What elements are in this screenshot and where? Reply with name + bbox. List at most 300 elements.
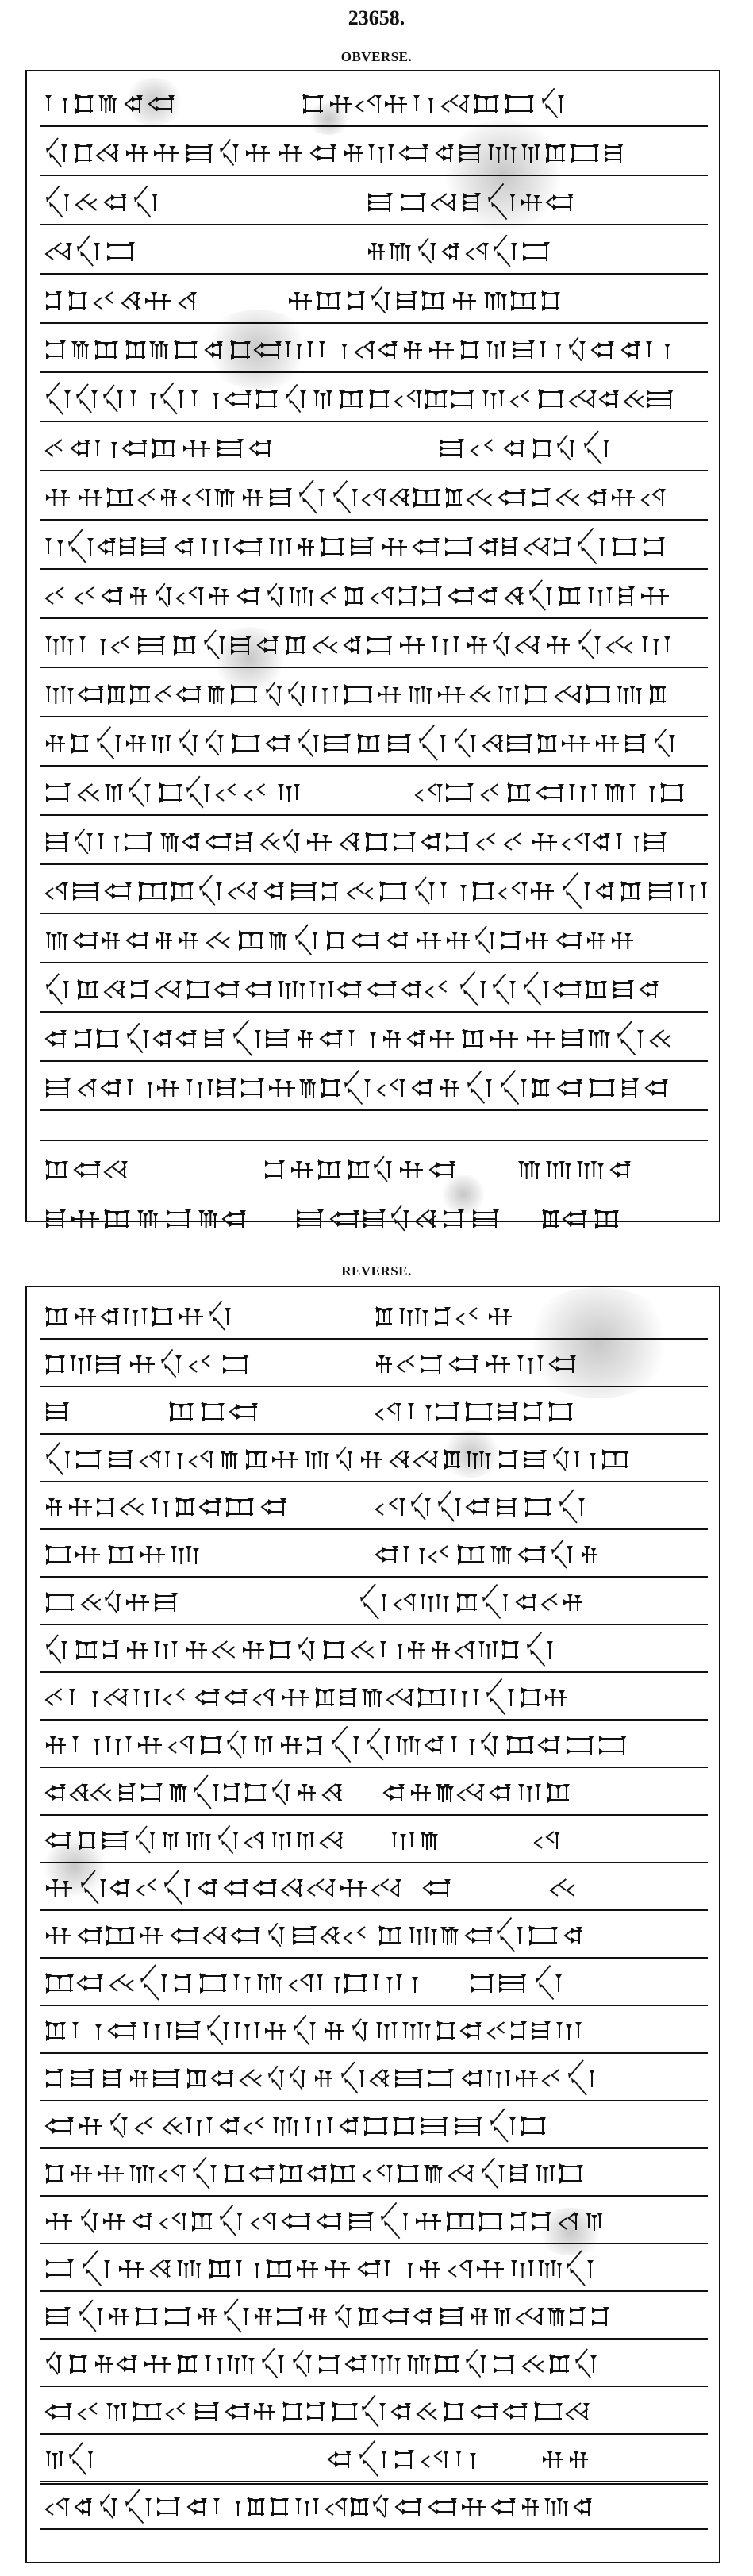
cuneiform-sign bbox=[69, 2443, 94, 2475]
cuneiform-sign bbox=[298, 1637, 315, 1661]
cuneiform-sign bbox=[417, 2403, 436, 2420]
cuneiform-sign bbox=[612, 536, 637, 557]
cuneiform-sign bbox=[429, 1546, 448, 1563]
cuneiform-sign bbox=[255, 2308, 272, 2325]
cuneiform-sign bbox=[617, 1021, 644, 1055]
cuneiform-sign bbox=[420, 1594, 449, 1612]
text-line bbox=[27, 2105, 719, 2147]
cuneiform-sign bbox=[110, 2113, 128, 2138]
cuneiform-sign bbox=[498, 686, 520, 704]
cuneiform-sign bbox=[376, 2022, 398, 2040]
cuneiform-sign bbox=[471, 440, 493, 456]
cuneiform-sign bbox=[72, 2022, 102, 2040]
cuneiform-sign bbox=[532, 1078, 550, 1098]
cuneiform-sign bbox=[569, 784, 597, 802]
cuneiform-sign bbox=[223, 1355, 249, 1374]
cuneiform-sign bbox=[129, 684, 151, 705]
cuneiform-sign bbox=[169, 1784, 187, 1802]
line-ruling bbox=[40, 2386, 708, 2387]
cuneiform-sign bbox=[363, 2116, 388, 2136]
line-ruling bbox=[40, 273, 708, 275]
cuneiform-sign bbox=[106, 882, 132, 900]
cuneiform-sign bbox=[232, 733, 260, 754]
cuneiform-sign bbox=[678, 882, 707, 901]
cuneiform-sign bbox=[107, 242, 135, 261]
cuneiform-sign bbox=[359, 2260, 381, 2278]
cuneiform-sign bbox=[461, 2022, 482, 2040]
cuneiform-sign bbox=[217, 784, 236, 801]
cuneiform-sign bbox=[122, 292, 140, 310]
cuneiform-sign bbox=[126, 735, 146, 752]
cuneiform-line-drawing bbox=[27, 1533, 719, 1576]
cuneiform-sign bbox=[224, 2163, 244, 2184]
line-ruling bbox=[40, 470, 708, 471]
cuneiform-sign bbox=[282, 1879, 303, 1897]
cuneiform-sign bbox=[186, 1641, 207, 1659]
cuneiform-sign bbox=[373, 1974, 393, 1993]
cuneiform-sign bbox=[199, 1879, 217, 1897]
line-ruling bbox=[40, 2100, 708, 2101]
cuneiform-sign bbox=[190, 1451, 214, 1468]
cuneiform-sign bbox=[482, 2158, 505, 2188]
cuneiform-sign bbox=[445, 537, 473, 556]
cuneiform-sign bbox=[317, 2213, 342, 2230]
cuneiform-sign bbox=[524, 1402, 543, 1421]
cuneiform-sign bbox=[141, 1783, 163, 1802]
cuneiform-sign bbox=[156, 981, 182, 998]
cuneiform-sign bbox=[413, 538, 440, 556]
cuneiform-sign bbox=[46, 383, 71, 415]
cuneiform-sign bbox=[217, 1078, 236, 1098]
cuneiform-sign bbox=[450, 1355, 478, 1373]
cuneiform-line-drawing bbox=[27, 2200, 719, 2243]
cuneiform-sign bbox=[271, 1832, 292, 1850]
cuneiform-sign bbox=[519, 1546, 546, 1563]
cuneiform-sign bbox=[224, 1783, 240, 1802]
cuneiform-sign bbox=[254, 1879, 277, 1897]
line-ruling bbox=[40, 1140, 708, 1141]
cuneiform-sign bbox=[298, 1030, 313, 1048]
cuneiform-sign bbox=[501, 931, 521, 950]
cuneiform-sign bbox=[600, 390, 619, 408]
cuneiform-line-drawing bbox=[27, 329, 719, 371]
cuneiform-sign bbox=[155, 1593, 178, 1612]
cuneiform-sign bbox=[536, 2165, 555, 2183]
cuneiform-sign bbox=[398, 1355, 414, 1372]
cuneiform-sign bbox=[136, 2117, 152, 2134]
cuneiform-sign bbox=[323, 1640, 345, 1660]
cuneiform-sign bbox=[179, 730, 198, 756]
cuneiform-sign bbox=[562, 735, 590, 752]
cuneiform-sign bbox=[130, 1355, 155, 1373]
cuneiform-sign bbox=[45, 686, 74, 704]
cuneiform-line-drawing bbox=[27, 1195, 719, 1243]
cuneiform-sign bbox=[449, 587, 474, 605]
cuneiform-sign bbox=[68, 529, 94, 563]
cuneiform-sign bbox=[71, 1210, 99, 1228]
cuneiform-sign bbox=[79, 784, 99, 801]
cuneiform-sign bbox=[282, 1689, 309, 1706]
cuneiform-sign bbox=[624, 390, 644, 407]
cuneiform-sign bbox=[349, 2212, 374, 2231]
cuneiform-sign bbox=[286, 384, 306, 412]
cuneiform-sign bbox=[356, 95, 382, 113]
cuneiform-sign bbox=[414, 2308, 432, 2325]
line-ruling bbox=[40, 2481, 708, 2485]
cuneiform-sign bbox=[360, 1584, 387, 1619]
cuneiform-sign bbox=[381, 2202, 409, 2238]
cuneiform-sign bbox=[422, 833, 441, 851]
cuneiform-sign bbox=[384, 1784, 405, 1801]
cuneiform-sign bbox=[309, 2308, 327, 2325]
cuneiform-sign bbox=[371, 2070, 389, 2087]
text-line bbox=[27, 1676, 719, 1719]
cuneiform-sign bbox=[432, 1641, 450, 1659]
cuneiform-line-drawing bbox=[27, 919, 719, 962]
cuneiform-sign bbox=[143, 2022, 172, 2040]
cuneiform-sign bbox=[46, 1635, 67, 1663]
cuneiform-sign bbox=[539, 1736, 560, 1754]
cuneiform-sign bbox=[206, 730, 224, 755]
text-line bbox=[27, 2009, 719, 2052]
cuneiform-sign bbox=[241, 1078, 264, 1098]
cuneiform-sign bbox=[346, 2355, 367, 2373]
line-ruling bbox=[40, 716, 708, 717]
cuneiform-sign bbox=[605, 784, 625, 802]
cuneiform-sign bbox=[382, 538, 407, 556]
cuneiform-sign bbox=[125, 832, 152, 852]
cuneiform-line-drawing bbox=[27, 575, 719, 617]
cuneiform-sign bbox=[507, 734, 532, 753]
cuneiform-sign bbox=[331, 1210, 359, 1228]
cuneiform-sign bbox=[478, 2211, 503, 2232]
cuneiform-sign bbox=[209, 2259, 231, 2279]
cuneiform-sign bbox=[265, 882, 284, 900]
cuneiform-sign bbox=[588, 489, 607, 506]
text-line bbox=[27, 624, 719, 667]
cuneiform-sign bbox=[309, 981, 334, 999]
cuneiform-sign bbox=[365, 832, 388, 852]
cuneiform-sign bbox=[481, 1732, 498, 1757]
cuneiform-sign bbox=[556, 2022, 582, 2040]
cuneiform-sign bbox=[98, 538, 116, 556]
cuneiform-line-drawing bbox=[27, 1628, 719, 1671]
cuneiform-sign bbox=[436, 1402, 459, 1421]
cuneiform-sign bbox=[428, 2069, 454, 2088]
cuneiform-sign bbox=[396, 1736, 421, 1755]
cuneiform-sign bbox=[554, 537, 571, 556]
text-line bbox=[27, 2247, 719, 2290]
cuneiform-sign bbox=[167, 1209, 191, 1228]
cuneiform-line-drawing bbox=[27, 1146, 719, 1194]
cuneiform-sign bbox=[201, 538, 230, 556]
cuneiform-sign bbox=[368, 981, 397, 998]
cuneiform-sign bbox=[291, 1161, 313, 1178]
cuneiform-sign bbox=[344, 586, 364, 606]
cuneiform-sign bbox=[524, 1450, 547, 1469]
cuneiform-sign bbox=[501, 1071, 527, 1105]
cuneiform-sign bbox=[220, 140, 239, 166]
cuneiform-sign bbox=[194, 1775, 219, 1809]
cuneiform-sign bbox=[396, 1974, 418, 1993]
cuneiform-sign bbox=[161, 489, 177, 506]
cuneiform-sign bbox=[460, 340, 479, 360]
cuneiform-sign bbox=[111, 1879, 130, 1897]
cuneiform-sign bbox=[209, 587, 229, 605]
reverse-heading: REVERSE. bbox=[341, 1263, 412, 1278]
cuneiform-sign bbox=[569, 337, 586, 361]
cuneiform-sign bbox=[106, 1925, 135, 1946]
cuneiform-sign bbox=[131, 980, 149, 999]
cuneiform-sign bbox=[177, 587, 204, 605]
cuneiform-sign bbox=[130, 2070, 148, 2087]
cuneiform-sign bbox=[394, 832, 416, 852]
cuneiform-sign bbox=[490, 2109, 516, 2142]
cuneiform-sign bbox=[570, 2307, 586, 2326]
cuneiform-sign bbox=[436, 1784, 454, 1802]
cuneiform-sign bbox=[46, 1689, 62, 1705]
cuneiform-sign bbox=[387, 1689, 414, 1706]
cuneiform-sign bbox=[524, 538, 551, 556]
cuneiform-sign bbox=[103, 2213, 125, 2230]
cuneiform-sign bbox=[640, 981, 659, 998]
cuneiform-sign bbox=[71, 733, 89, 754]
text-line bbox=[27, 1438, 719, 1481]
cuneiform-sign bbox=[330, 2163, 355, 2184]
cuneiform-sign bbox=[421, 2117, 448, 2136]
cuneiform-sign bbox=[283, 829, 300, 853]
cuneiform-sign bbox=[373, 2495, 389, 2517]
cuneiform-sign bbox=[341, 2062, 365, 2093]
cuneiform-sign bbox=[642, 489, 666, 506]
cuneiform-sign bbox=[425, 1736, 444, 1754]
cuneiform-sign bbox=[145, 292, 171, 310]
cuneiform-line-drawing bbox=[27, 722, 719, 765]
line-ruling bbox=[40, 1433, 708, 1435]
cuneiform-sign bbox=[375, 1306, 393, 1327]
cuneiform-sign bbox=[307, 833, 332, 851]
cuneiform-sign bbox=[537, 784, 564, 802]
cuneiform-sign bbox=[46, 2307, 71, 2326]
cuneiform-sign bbox=[570, 390, 597, 408]
cuneiform-sign bbox=[619, 586, 635, 606]
line-ruling bbox=[40, 1862, 708, 1863]
cuneiform-sign bbox=[517, 1594, 537, 1611]
text-line bbox=[27, 1195, 719, 1243]
cuneiform-sign bbox=[440, 1927, 459, 1945]
cuneiform-sign bbox=[119, 2260, 144, 2278]
cuneiform-sign bbox=[102, 1308, 119, 1325]
cuneiform-sign bbox=[362, 1689, 382, 1707]
line-ruling bbox=[40, 962, 708, 963]
cuneiform-sign bbox=[102, 587, 123, 605]
cuneiform-sign bbox=[363, 1209, 386, 1228]
cuneiform-sign bbox=[540, 341, 562, 359]
cuneiform-sign bbox=[45, 2451, 64, 2469]
cuneiform-sign bbox=[516, 636, 540, 654]
cuneiform-sign bbox=[420, 1832, 438, 1850]
damaged-surface bbox=[43, 1835, 106, 1898]
cuneiform-sign bbox=[494, 2308, 511, 2326]
cuneiform-sign bbox=[195, 2402, 219, 2421]
cuneiform-sign bbox=[486, 341, 506, 359]
cuneiform-sign bbox=[75, 94, 94, 114]
cuneiform-sign bbox=[141, 537, 167, 556]
cuneiform-sign bbox=[510, 2164, 528, 2183]
cuneiform-sign bbox=[268, 2066, 285, 2090]
cuneiform-sign bbox=[416, 2213, 441, 2230]
cuneiform-sign bbox=[297, 2260, 318, 2278]
cuneiform-sign bbox=[429, 2498, 457, 2516]
cuneiform-sign bbox=[651, 1030, 670, 1047]
cuneiform-sign bbox=[486, 1355, 510, 1373]
cuneiform-sign bbox=[336, 1447, 353, 1471]
line-ruling bbox=[40, 667, 708, 668]
cuneiform-sign bbox=[559, 2163, 583, 2184]
cuneiform-sign bbox=[183, 440, 210, 457]
cuneiform-sign bbox=[106, 487, 133, 508]
cuneiform-sign bbox=[392, 2403, 411, 2420]
cuneiform-sign bbox=[164, 1689, 184, 1705]
cuneiform-sign bbox=[321, 536, 344, 557]
cuneiform-sign bbox=[511, 2260, 534, 2278]
cuneiform-sign bbox=[108, 1544, 134, 1565]
cuneiform-sign bbox=[156, 932, 172, 949]
cuneiform-sign bbox=[315, 2070, 332, 2087]
cuneiform-sign bbox=[240, 2070, 261, 2086]
cuneiform-sign bbox=[408, 1403, 432, 1421]
cuneiform-sign bbox=[368, 144, 394, 163]
cuneiform-sign bbox=[397, 2163, 419, 2184]
cuneiform-sign bbox=[463, 2070, 483, 2087]
cuneiform-sign bbox=[479, 587, 498, 605]
line-ruling bbox=[40, 2290, 708, 2292]
cuneiform-sign bbox=[225, 1879, 248, 1897]
cuneiform-sign bbox=[46, 2117, 74, 2135]
cuneiform-sign bbox=[486, 2070, 511, 2088]
cuneiform-sign bbox=[46, 291, 62, 310]
line-ruling bbox=[40, 1060, 708, 1062]
cuneiform-sign bbox=[200, 1498, 221, 1516]
text-line bbox=[27, 2390, 719, 2433]
cuneiform-sign bbox=[409, 1927, 437, 1945]
cuneiform-sign bbox=[499, 489, 526, 506]
cuneiform-sign bbox=[577, 1161, 604, 1179]
cuneiform-sign bbox=[96, 1355, 121, 1374]
cuneiform-sign bbox=[542, 88, 564, 117]
cuneiform-sign bbox=[521, 2116, 546, 2136]
cuneiform-sign bbox=[594, 1209, 619, 1229]
cuneiform-line-drawing bbox=[27, 2057, 719, 2100]
cuneiform-sign bbox=[186, 1079, 213, 1098]
cuneiform-sign bbox=[75, 587, 94, 604]
cuneiform-sign bbox=[98, 95, 117, 113]
cuneiform-sign bbox=[289, 292, 312, 310]
cuneiform-sign bbox=[477, 2260, 504, 2278]
cuneiform-sign bbox=[408, 1641, 425, 1659]
cuneiform-sign bbox=[532, 2021, 551, 2040]
cuneiform-sign bbox=[367, 1728, 390, 1760]
cuneiform-sign bbox=[136, 1826, 156, 1853]
cuneiform-sign bbox=[298, 538, 314, 556]
cuneiform-sign bbox=[376, 1546, 398, 1563]
cuneiform-sign bbox=[317, 1974, 340, 1993]
cuneiform-sign bbox=[462, 2498, 486, 2516]
cuneiform-sign bbox=[362, 2395, 386, 2427]
cuneiform-sign bbox=[622, 341, 640, 359]
cuneiform-sign bbox=[471, 2308, 488, 2325]
text-line bbox=[27, 1486, 719, 1528]
cuneiform-sign bbox=[165, 2307, 191, 2326]
cuneiform-sign bbox=[98, 2165, 124, 2182]
cuneiform-sign bbox=[245, 1449, 267, 1470]
cuneiform-sign bbox=[414, 1451, 439, 1468]
cuneiform-sign bbox=[279, 144, 302, 162]
cuneiform-sign bbox=[420, 2260, 440, 2278]
cuneiform-sign bbox=[71, 341, 90, 359]
cuneiform-sign bbox=[262, 2348, 284, 2378]
cuneiform-sign bbox=[45, 1159, 68, 1180]
cuneiform-sign bbox=[191, 2211, 213, 2232]
cuneiform-sign bbox=[467, 1498, 490, 1516]
cuneiform-sign bbox=[265, 1160, 285, 1179]
cuneiform-sign bbox=[173, 635, 196, 656]
cuneiform-sign bbox=[254, 1736, 273, 1755]
cuneiform-sign bbox=[204, 1927, 227, 1944]
cuneiform-line-drawing bbox=[27, 1438, 719, 1481]
cuneiform-sign bbox=[238, 930, 264, 951]
obverse-heading: OBVERSE. bbox=[340, 49, 413, 64]
cuneiform-sign bbox=[224, 2299, 249, 2332]
cuneiform-sign bbox=[369, 389, 390, 409]
cuneiform-line-drawing bbox=[27, 181, 719, 224]
cuneiform-sign bbox=[402, 2022, 431, 2040]
cuneiform-sign bbox=[625, 734, 646, 753]
cuneiform-line-drawing bbox=[27, 1914, 719, 1957]
cuneiform-sign bbox=[442, 95, 470, 113]
cuneiform-sign bbox=[339, 389, 363, 409]
cuneiform-sign bbox=[105, 1736, 132, 1755]
cuneiform-sign bbox=[112, 636, 129, 653]
cuneiform-sign bbox=[103, 2069, 122, 2088]
cuneiform-sign bbox=[307, 2402, 325, 2421]
cuneiform-sign bbox=[244, 2117, 263, 2134]
cuneiform-sign bbox=[592, 2307, 609, 2326]
cuneiform-sign bbox=[523, 2355, 544, 2372]
cuneiform-sign bbox=[121, 1498, 143, 1515]
cuneiform-sign bbox=[117, 2355, 137, 2373]
cuneiform-sign bbox=[348, 1159, 370, 1180]
cuneiform-sign bbox=[183, 833, 200, 851]
cuneiform-sign bbox=[46, 186, 70, 217]
cuneiform-sign bbox=[466, 2349, 486, 2377]
cuneiform-sign bbox=[154, 1030, 172, 1048]
cuneiform-sign bbox=[288, 681, 306, 706]
cuneiform-sign bbox=[127, 932, 149, 949]
text-line bbox=[27, 722, 719, 765]
cuneiform-sign bbox=[79, 1079, 97, 1097]
cuneiform-sign bbox=[333, 481, 358, 513]
cuneiform-sign bbox=[516, 2070, 538, 2087]
line-ruling bbox=[40, 1576, 708, 1578]
cuneiform-sign bbox=[434, 2354, 459, 2374]
cuneiform-sign bbox=[73, 882, 100, 901]
cuneiform-sign bbox=[655, 729, 675, 756]
cuneiform-sign bbox=[513, 340, 535, 359]
cuneiform-sign bbox=[236, 832, 253, 852]
cuneiform-sign bbox=[250, 440, 272, 457]
cuneiform-sign bbox=[193, 2157, 217, 2189]
